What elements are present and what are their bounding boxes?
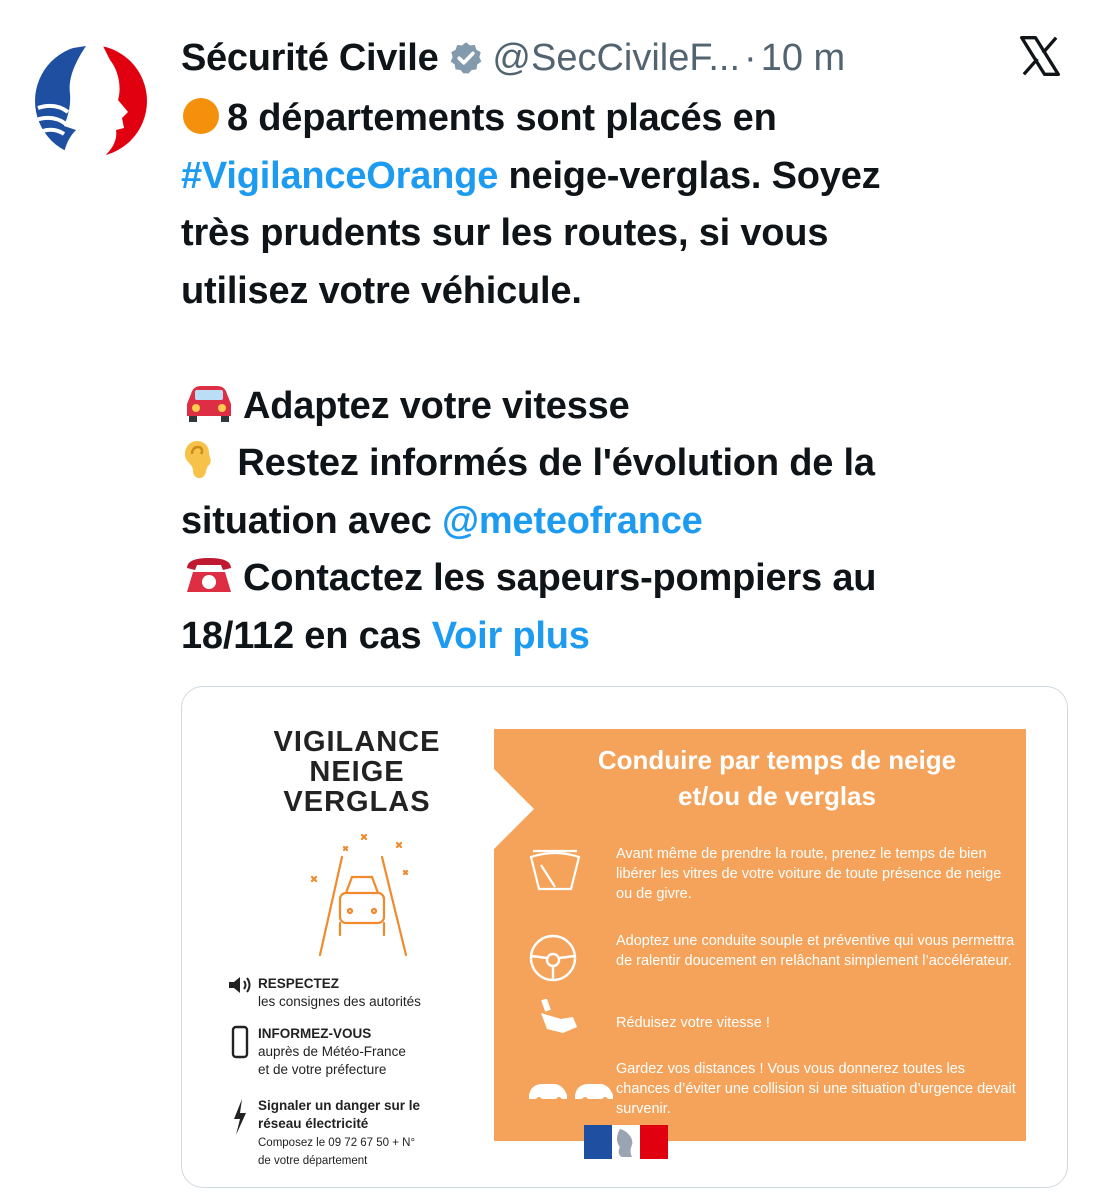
tweet-line-7: situation avec [181,499,442,542]
vigilance-title-line: VIGILANCE [273,726,441,758]
media-card[interactable] [181,686,1068,1188]
tweet-header [181,30,1081,86]
profile-avatar[interactable] [24,34,158,168]
marianne-logo-icon [24,34,158,168]
tweet-line-6: Restez informés de l'évolution de la [227,442,875,484]
tweet-line-3: très prudents sur les routes, si vous [181,212,829,254]
x-logo-icon[interactable] [1018,34,1062,78]
panel-title-line: Conduire par temps de neige [597,745,957,775]
two-cars-icon [527,1075,617,1105]
slow-down-icon [527,999,583,1039]
tip-text: Adoptez une conduite souple et préventive qui vous permettra de ralentir doucement en relâchant simplement l’accélérateur. [616,933,1015,969]
tweet-line-5: Adaptez votre vitesse [243,384,630,427]
tweet-line-8: Contactez les sapeurs-pompiers au [243,557,877,599]
legend-body: les consignes des autorités [258,994,421,1009]
hashtag-link[interactable]: #VigilanceOrange [181,154,499,197]
show-more-link[interactable]: Voir plus [431,614,590,657]
lightning-icon [230,1097,250,1137]
windshield-wiper-icon [527,847,583,897]
legend-body: auprès de Météo-France [258,1044,406,1059]
panel-title-line: et/ou de verglas [678,781,876,811]
tweet-line-1: 8 départements sont placés en [227,97,777,139]
verified-badge-icon [448,40,484,76]
speaker-icon [227,975,253,995]
separator-dot: · [744,36,757,79]
legend-signaler [222,1097,420,1169]
panel-title [537,742,1017,814]
snowy-road-car-icon [302,827,422,957]
legend-head: réseau électricité [258,1116,369,1131]
legend-body: Composez le 09 72 67 50 + N° [258,1137,416,1149]
legend-head: INFORMEZ-VOUS [258,1026,372,1041]
phone-icon [231,1025,249,1059]
car-icon [181,382,237,424]
legend-body: de votre département [258,1155,368,1167]
mention-link[interactable]: @meteofrance [441,499,703,542]
legend-body: et de votre préfecture [258,1062,387,1077]
french-republic-logo-icon [584,1125,668,1159]
tweet-text [181,90,1071,665]
telephone-icon [181,554,237,596]
legend-informez [222,1025,406,1079]
vigilance-title-line: NEIGE [309,756,405,788]
ear-icon [181,439,221,481]
account-handle[interactable]: @SecCivileF... [492,36,741,79]
steering-wheel-icon [527,932,579,984]
vigilance-title [242,727,472,817]
tip-text: Avant même de prendre la route, prenez le temps de bien libérer les vitres de votre voiture de toute présence de neige ou de givre. [616,846,1002,902]
legend-head: Signaler un danger sur le [258,1098,421,1113]
tip-text: Réduisez votre vitesse ! [616,1015,770,1031]
legend-respectez [222,975,421,1011]
tweet-line-2: neige-verglas. Soyez [498,154,881,197]
post-time[interactable]: 10 m [760,36,846,79]
account-name[interactable]: Sécurité Civile [181,36,439,79]
tip-text: Gardez vos distances ! Vous vous donnerez toutes les chances d’éviter une collision si une situation d’urgence devait survenir. [616,1061,1016,1117]
tweet-line-9: 18/112 en cas [181,614,432,657]
legend-head: RESPECTEZ [258,976,340,991]
orange-circle-icon [181,96,221,136]
vigilance-title-line: VERGLAS [283,786,431,818]
tweet-line-4: utilisez votre véhicule. [181,269,582,312]
